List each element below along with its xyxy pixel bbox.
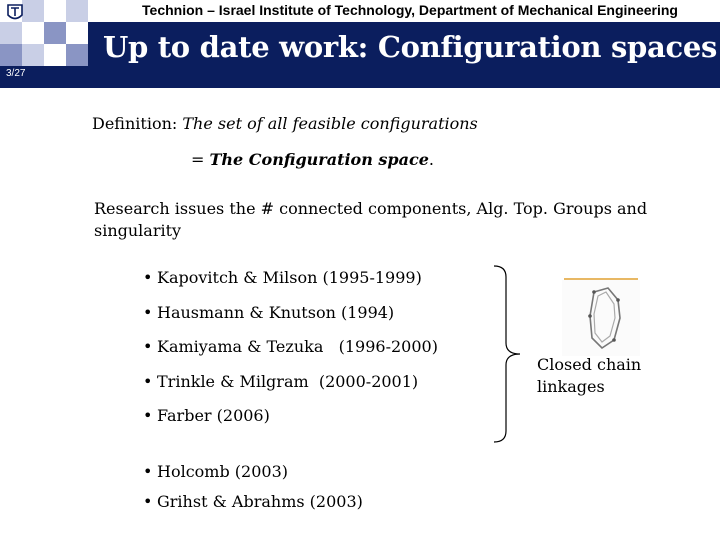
definition-equals-line: [191, 150, 434, 169]
list-item: • Hausmann & Knutson (1994): [143, 303, 395, 322]
list-item: • Trinkle & Milgram (2000-2001): [143, 372, 419, 391]
grouping-brace: [492, 265, 522, 443]
slide-number: 3/27: [6, 68, 26, 79]
list-item-text: Trinkle & Milgram (2000-2001): [157, 372, 419, 391]
list-item-text: Kapovitch & Milson (1995-1999): [157, 268, 422, 287]
list-item-text: Kamiyama & Tezuka (1996-2000): [157, 337, 438, 356]
configuration-space-term: The Configuration space: [209, 150, 429, 169]
closed-chain-linkages-label: [537, 354, 641, 398]
definition-label: Definition:: [92, 114, 178, 133]
closed-label-line2: linkages: [537, 377, 605, 396]
closed-label-line1: Closed chain: [537, 355, 642, 374]
research-issues-text: Research issues the # connected components, Alg. Top. Groups and singularity: [94, 199, 648, 240]
eq-prefix: =: [191, 150, 210, 169]
list-item: • Kapovitch & Milson (1995-1999): [143, 268, 422, 287]
list-item-text: Hausmann & Knutson (1994): [157, 303, 395, 322]
list-item: • Holcomb (2003): [143, 462, 288, 481]
list-item: • Grihst & Abrahms (2003): [143, 492, 363, 511]
definition-line: [92, 114, 478, 133]
list-item-text: Farber (2006): [157, 406, 270, 425]
technion-logo-icon: [6, 3, 24, 23]
list-item: • Kamiyama & Tezuka (1996-2000): [143, 337, 438, 356]
eq-suffix: .: [428, 150, 434, 169]
definition-text: The set of all feasible configurations: [182, 114, 478, 133]
institution-header: Technion – Israel Institute of Technology, Department of Mechanical Engineering: [142, 2, 678, 18]
closed-chain-linkage-image: [562, 278, 640, 356]
list-item-text: Holcomb (2003): [157, 462, 288, 481]
list-item-text: Grihst & Abrahms (2003): [157, 492, 363, 511]
slide-title: Up to date work: Configuration spaces: [102, 30, 718, 64]
list-item: • Farber (2006): [143, 406, 270, 425]
